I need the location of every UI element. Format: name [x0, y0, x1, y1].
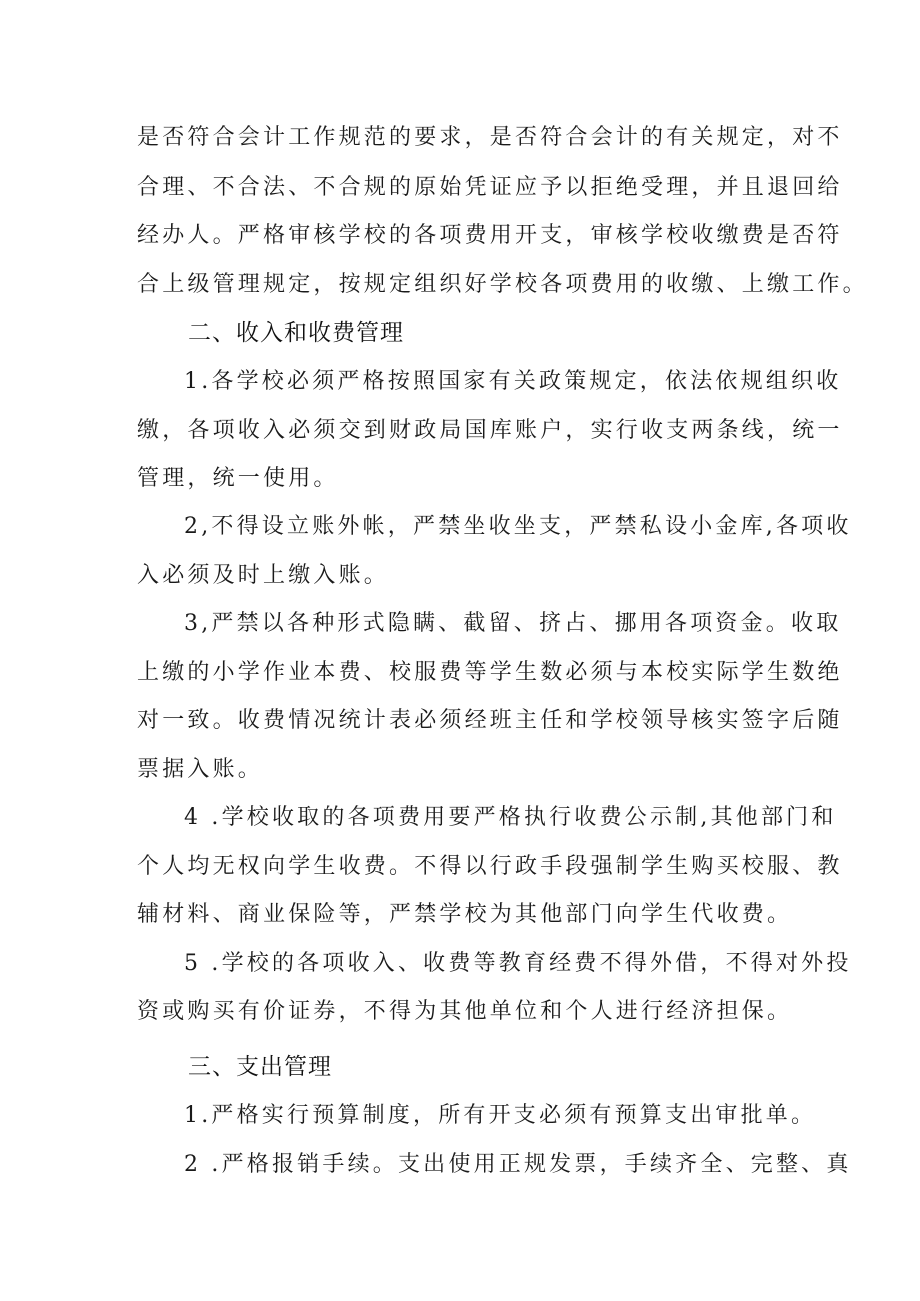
- paragraph-line: 个人均无权向学生收费。不得以行政手段强制学生购买校服、教: [137, 854, 843, 879]
- paragraph-line: 1.各学校必须严格按照国家有关政策规定，依法依规组织收: [184, 369, 842, 394]
- paragraph-line: 对一致。收费情况统计表必须经班主任和学校领导核实签字后随: [137, 708, 843, 733]
- paragraph-line: 上缴的小学作业本费、校服费等学生数必须与本校实际学生数绝: [137, 660, 843, 685]
- paragraph-line: 2 .严格报销手续。支出使用正规发票，手续齐全、完整、真: [184, 1152, 852, 1177]
- paragraph-line: 合理、不合法、不合规的原始凭证应予以拒绝受理，并且退回给: [137, 175, 843, 200]
- section-heading: 二、收入和收费管理: [188, 320, 404, 346]
- paragraph-line: 是否符合会计工作规范的要求，是否符合会计的有关规定，对不: [137, 125, 843, 150]
- paragraph-line: 缴，各项收入必须交到财政局国库账户，实行收支两条线，统一: [137, 418, 843, 443]
- section-heading: 三、支出管理: [188, 1054, 332, 1080]
- paragraph-line: 管理，统一使用。: [137, 466, 339, 491]
- paragraph-line: 5 .学校的各项收入、收费等教育经费不得外借，不得对外投: [184, 951, 852, 976]
- paragraph-line: 资或购买有价证券，不得为其他单位和个人进行经济担保。: [137, 999, 793, 1024]
- paragraph-line: 票据入账。: [137, 757, 264, 782]
- paragraph-line: 2,不得设立账外帐，严禁坐收坐支，严禁私设小金库,各项收: [184, 514, 852, 539]
- paragraph-line: 4 .学校收取的各项费用要严格执行收费公示制,其他部门和: [184, 805, 837, 830]
- paragraph-line: 经办人。严格审核学校的各项费用开支，审核学校收缴费是否符: [137, 223, 843, 248]
- paragraph-line: 合上级管理规定，按规定组织好学校各项费用的收缴、上缴工作。: [137, 272, 868, 297]
- paragraph-line: 1.严格实行预算制度，所有开支必须有预算支出审批单。: [184, 1103, 817, 1128]
- paragraph-line: 3,严禁以各种形式隐瞒、截留、挤占、挪用各项资金。收取: [184, 611, 842, 636]
- paragraph-line: 入必须及时上缴入账。: [137, 563, 390, 588]
- paragraph-line: 辅材料、商业保险等，严禁学校为其他部门向学生代收费。: [137, 902, 793, 927]
